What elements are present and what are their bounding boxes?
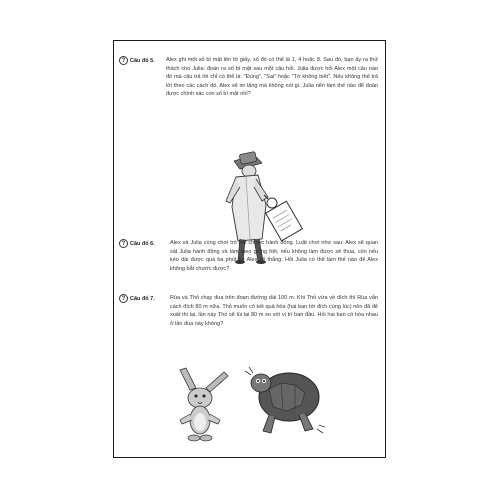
puzzle-6-text: Alex và Julia cùng chơi trò bắt chước hành động. Luật chơi như sau: Alex sẽ quan sát Julia hành động và làm theo giống hệt, nếu không làm được sẽ thua, còn nếu kéo dài được quá ba phút thì Alex sẽ thắng. Hỏi Julia có thể làm thế nào để Alex không bắt chước được?: [170, 240, 378, 272]
puzzle-5-text: Alex ghi một số bí mật lên tờ giấy, số đó có thể là 1, 4 hoặc 8. Sau đó, bạn ấy ra thử thách cho Julia: đoán ra số bí mật sau một câu hỏi. Julia được hỏi Alex một câu nào đó mà câu trả lời chỉ có thể là: "Đúng", "Sai" hoặc "Tớ không biết". Nếu không thể trả lời theo các cách đó, Alex sẽ im lặng mà không nói gì. Julia nên làm thế nào để đoán được chính xác con số bí mật nhỉ?: [166, 57, 378, 97]
puzzle-7-header: [119, 294, 155, 303]
puzzle-5-label: Câu đố 5.: [130, 57, 155, 64]
turtle-illustration: [239, 359, 329, 441]
question-icon: ?: [119, 239, 128, 248]
question-icon: ?: [119, 56, 128, 65]
rabbit-illustration: [172, 366, 236, 444]
puzzle-5-header: [119, 56, 155, 65]
puzzle-7-label: Câu đố 7.: [130, 295, 155, 302]
puzzle-6-label: Câu đố 6.: [130, 240, 155, 247]
question-icon: ?: [119, 294, 128, 303]
puzzle-6-header: [119, 239, 155, 248]
puzzle-7-text: Rùa và Thỏ chạy đua trên đoạn đường dài 100 m. Khi Thỏ vừa về đích thì Rùa vẫn cách đích 80 m nữa. Thỏ muốn có kết quả hòa (hai bạn tới đích cùng lúc) nên đã để xuất thi lại, lần này Thỏ sẽ lùi lại 80 m so với vị trí ban đầu. Hỏi hai bạn có hòa nhau ở lần đua này không?: [170, 295, 378, 327]
book-page: [113, 40, 386, 458]
